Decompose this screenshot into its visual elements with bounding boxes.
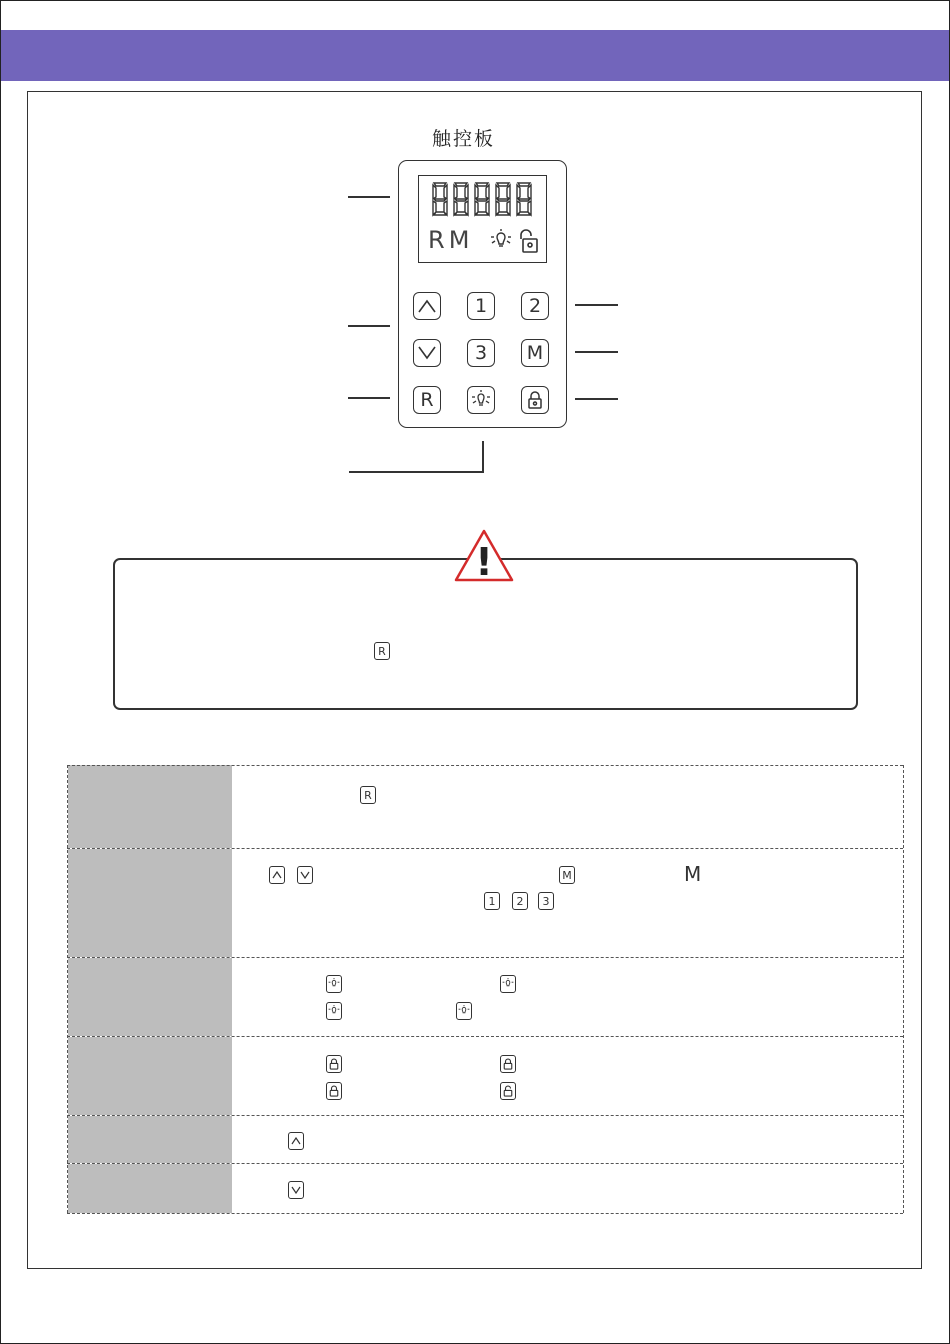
leader-line-display <box>348 196 390 198</box>
table-light-key <box>326 975 342 993</box>
table-row <box>67 1115 903 1116</box>
light-bulb-icon <box>491 229 511 246</box>
light-bulb-icon <box>502 978 514 990</box>
lock-icon <box>329 1058 339 1070</box>
lock-icon <box>329 1085 339 1097</box>
table-row <box>67 848 903 849</box>
leader-line-light <box>349 471 484 473</box>
preset-3-button[interactable]: 3 <box>467 339 495 367</box>
table-memory-key: M <box>559 866 575 884</box>
table-light-key <box>456 1002 472 1020</box>
reset-button[interactable]: R <box>413 386 441 414</box>
unlock-icon <box>521 230 537 252</box>
down-arrow-icon <box>300 871 310 879</box>
table-preset-1-key: 1 <box>484 892 500 910</box>
seven-segment-digits <box>430 181 534 217</box>
table-label-down <box>68 1164 232 1213</box>
lcd-indicators <box>428 226 473 254</box>
table-lock-key <box>326 1055 342 1073</box>
light-bulb-icon <box>458 1005 470 1017</box>
down-arrow-icon <box>291 1186 301 1194</box>
leader-line-preset-2 <box>575 304 618 306</box>
table-lock-key <box>500 1055 516 1073</box>
table-lock-key <box>326 1082 342 1100</box>
warning-symbol: ! <box>475 540 493 584</box>
warning-reset-key: R <box>374 642 390 660</box>
table-label-lock <box>68 1037 232 1115</box>
table-preset-2-key: 2 <box>512 892 528 910</box>
table-row <box>67 1163 903 1164</box>
up-arrow-icon <box>291 1137 301 1145</box>
leader-line-lock <box>575 398 618 400</box>
table-unlock-key <box>500 1082 516 1100</box>
table-memory-indicator: M <box>684 862 702 886</box>
table-preset-3-key: 3 <box>538 892 554 910</box>
table-up-key <box>288 1132 304 1150</box>
up-arrow-icon <box>272 871 282 879</box>
preset-1-button[interactable]: 1 <box>467 292 495 320</box>
down-arrow-button[interactable] <box>413 339 441 367</box>
unlock-icon <box>503 1085 513 1097</box>
panel-title: 触控板 <box>432 128 496 150</box>
memory-button[interactable]: M <box>521 339 549 367</box>
lock-button[interactable] <box>521 386 549 414</box>
header-bar <box>1 30 949 81</box>
lock-icon <box>503 1058 513 1070</box>
table-row <box>67 957 903 958</box>
table-label-memory <box>68 849 232 957</box>
down-arrow-icon <box>418 346 436 360</box>
lock-icon <box>527 391 543 409</box>
light-bulb-icon <box>471 390 491 410</box>
table-light-key <box>326 1002 342 1020</box>
table-border-right <box>903 765 904 1213</box>
table-label-light <box>68 958 232 1036</box>
leader-line-memory <box>575 351 618 353</box>
table-reset-key: R <box>360 786 376 804</box>
table-label-up <box>68 1116 232 1163</box>
table-down-key <box>288 1181 304 1199</box>
up-arrow-button[interactable] <box>413 292 441 320</box>
preset-2-button[interactable]: 2 <box>521 292 549 320</box>
table-light-key <box>500 975 516 993</box>
table-row <box>67 765 903 766</box>
light-bulb-icon <box>328 1005 340 1017</box>
light-button[interactable] <box>467 386 495 414</box>
lcd-status-icons <box>487 229 543 257</box>
lcd-indicator-r: R <box>428 226 449 254</box>
table-label-reset <box>68 765 232 848</box>
light-bulb-icon <box>328 978 340 990</box>
table-up-key <box>269 866 285 884</box>
table-down-key <box>297 866 313 884</box>
table-row <box>67 1036 903 1037</box>
table-bottom-border <box>67 1213 903 1214</box>
leader-line-arrows <box>348 325 390 327</box>
leader-line-reset <box>348 397 390 399</box>
lcd-indicator-m: M <box>448 226 474 254</box>
up-arrow-icon <box>418 299 436 313</box>
warning-triangle-icon <box>453 528 515 584</box>
leader-line-light-vertical <box>482 441 484 473</box>
